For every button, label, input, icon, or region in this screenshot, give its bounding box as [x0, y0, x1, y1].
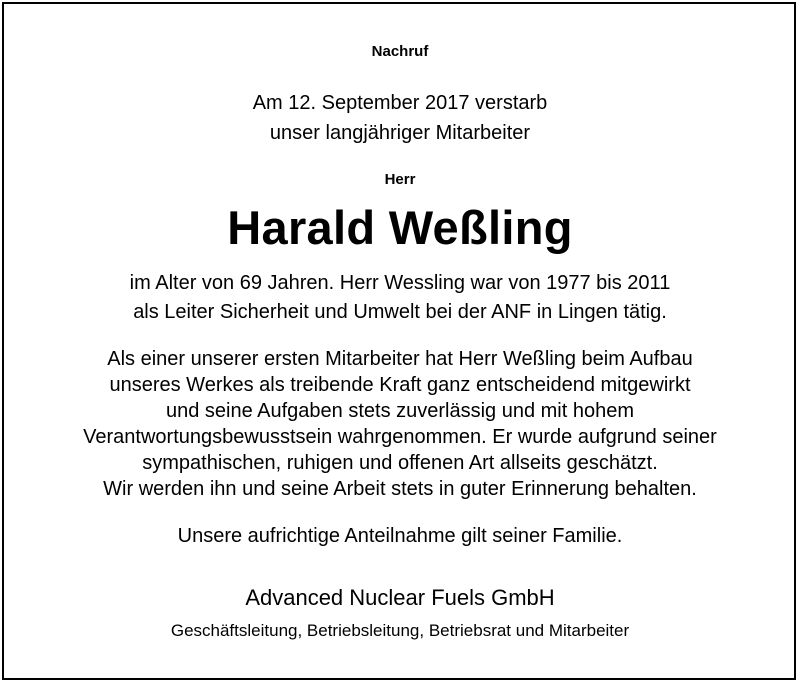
career-line-1: im Alter von 69 Jahren. Herr Wessling war von 1977 bis 2011 [129, 272, 671, 294]
deceased-name: Harald Weßling [227, 201, 573, 254]
intro-line-1: Am 12. September 2017 verstarb [252, 92, 548, 114]
notice-heading: Nachruf [371, 43, 429, 60]
career-line-2: als Leiter Sicherheit und Umwelt bei der ANF in Lingen tätig. [133, 301, 667, 323]
tribute-line-3: und seine Aufgaben stets zuverlässig und mit hohem [165, 400, 635, 422]
tribute-line-5: sympathischen, ruhigen und offenen Art allseits geschätzt. [142, 452, 658, 474]
tribute-line-6: Wir werden ihn und seine Arbeit stets in guter Erinnerung behalten. [103, 478, 697, 500]
tribute-line-2: unseres Werkes als treibende Kraft ganz entscheidend mitgewirkt [109, 374, 691, 396]
tribute-line-4: Verantwortungsbewusstsein wahrgenommen. Er wurde aufgrund seiner [83, 426, 717, 448]
intro-line-2: unser langjähriger Mitarbeiter [269, 122, 531, 144]
salutation: Herr [384, 171, 416, 188]
company-name: Advanced Nuclear Fuels GmbH [245, 585, 555, 610]
signoff-line: Geschäftsleitung, Betriebsleitung, Betriebsrat und Mitarbeiter [170, 621, 630, 640]
condolence-line: Unsere aufrichtige Anteilnahme gilt seiner Familie. [177, 525, 623, 547]
tribute-line-1: Als einer unserer ersten Mitarbeiter hat Herr Weßling beim Aufbau [107, 348, 693, 370]
